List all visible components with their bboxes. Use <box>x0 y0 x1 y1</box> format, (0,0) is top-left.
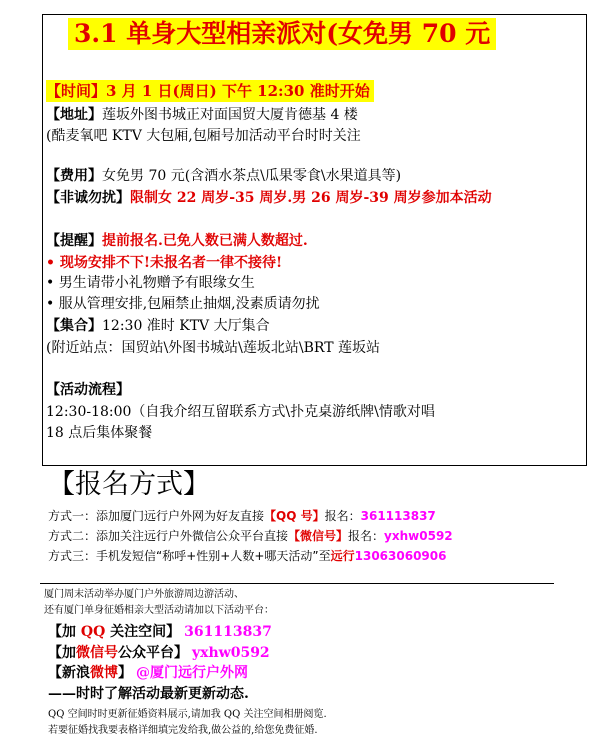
reminder-bullet-3: • 服从管理安排,包厢禁止抽烟,没素质请勿扰 <box>46 296 320 312</box>
flow-label: 【活动流程】 <box>46 382 130 398</box>
meetup-label: 【集合】 <box>46 318 102 334</box>
wechat-id: yxhw0592 <box>192 645 270 661</box>
weibo-b: 微博 <box>90 665 118 681</box>
footer-line-1: 厦门周末活动举办厦门户外旅游周边游活动、 <box>44 589 244 600</box>
signup-method-3 <box>48 547 446 565</box>
qzone-c: 关注空间】 <box>105 624 181 640</box>
signup-method-1 <box>48 507 436 525</box>
method-2-wechat-id: yxhw0592 <box>384 529 453 543</box>
method-3-phone: 13063060906 <box>354 549 447 563</box>
reminder-text: 提前报名.已免人数已满人数超过. <box>102 233 308 249</box>
method-2-tail: 报名： <box>348 529 385 543</box>
weibo-a: 【新浪 <box>48 665 90 681</box>
method-1-tail: 报名： <box>324 509 361 523</box>
fee-label: 【费用】 <box>46 168 102 184</box>
address-label: 【地址】 <box>46 107 102 123</box>
signup-heading: 【报名方式】 <box>48 469 210 500</box>
qzone-line <box>48 622 272 642</box>
weibo-account: @厦门远行户外网 <box>136 665 248 681</box>
method-2-wechat-label: 【微信号】 <box>288 529 349 543</box>
method-1-text: 方式一：添加厦门远行户外网为好友直接 <box>48 509 265 523</box>
wechat-line <box>48 643 270 663</box>
qzone-number: 361113837 <box>184 624 272 640</box>
nearby-stations: (附近站点：国贸站\外图书城站\莲坂北站\BRT 莲坂站 <box>46 340 380 356</box>
method-2-text: 方式二：添加关注远行户外微信公众平台直接 <box>48 529 289 543</box>
footer-slogan: ——时时了解活动最新更新动态. <box>48 686 249 702</box>
method-3-name: 远行 <box>330 549 355 563</box>
footer-line-2: 还有厦门单身征婚相亲大型活动请加以下活动平台： <box>44 605 274 616</box>
reminder-label: 【提醒】 <box>46 233 102 249</box>
signup-method-2 <box>48 527 453 545</box>
address-line-2: (酷麦氧吧 KTV 大包厢,包厢号加活动平台时时关注 <box>46 128 361 144</box>
method-3-text: 方式三：手机发短信“称呼+性别+人数+哪天活动”至 <box>48 549 331 563</box>
fee-line <box>46 166 401 186</box>
event-title: 3.1 单身大型相亲派对(女免男 70 元 <box>68 18 496 50</box>
meetup-line <box>46 316 270 336</box>
event-time: 【时间】3 月 1 日(周日) 下午 12:30 准时开始 <box>46 80 374 102</box>
reminder-bullet-1: • 现场安排不下!未报名者一律不接待! <box>46 255 283 271</box>
weibo-c: 】 <box>118 665 132 681</box>
reminder-bullet-2: • 男生请带小礼物赠予有眼缘女生 <box>46 275 255 291</box>
address-line <box>46 105 358 125</box>
restriction-text: 限制女 22 周岁-35 周岁.男 26 周岁-39 周岁参加本活动 <box>130 190 492 206</box>
wechat-a: 【加 <box>48 645 76 661</box>
meetup-text: 12:30 准时 KTV 大厅集合 <box>102 318 270 334</box>
restriction-label: 【非诚勿扰】 <box>46 190 130 206</box>
qzone-a: 【加 <box>48 624 81 640</box>
method-1-qq-label: 【QQ 号】 <box>264 509 325 523</box>
fee-text: 女免男 70 元(含酒水茶点\瓜果零食\水果道具等) <box>102 168 402 184</box>
flow-line-2: 18 点后集体聚餐 <box>46 425 153 441</box>
address-text: 莲坂外图书城正对面国贸大厦肯德基 4 楼 <box>102 107 358 123</box>
weibo-line <box>48 663 248 683</box>
wechat-c: 公众平台】 <box>118 645 188 661</box>
restriction-line <box>46 188 492 208</box>
footer-note-2: 若要征婚找我要表格详细填完发给我,做公益的,给您免费征婚. <box>48 725 318 736</box>
footer-note-1: QQ 空间时时更新征婚资料展示,请加我 QQ 关注空间相册阅览. <box>48 709 327 720</box>
wechat-b: 微信号 <box>76 645 118 661</box>
flow-line-1: 12:30-18:00（自我介绍互留联系方式\扑克桌游纸牌\情歌对唱 <box>46 404 435 420</box>
qzone-qq: QQ <box>80 624 106 640</box>
divider <box>40 583 554 584</box>
reminder-line <box>46 231 308 251</box>
method-1-qq-number: 361113837 <box>360 509 436 523</box>
